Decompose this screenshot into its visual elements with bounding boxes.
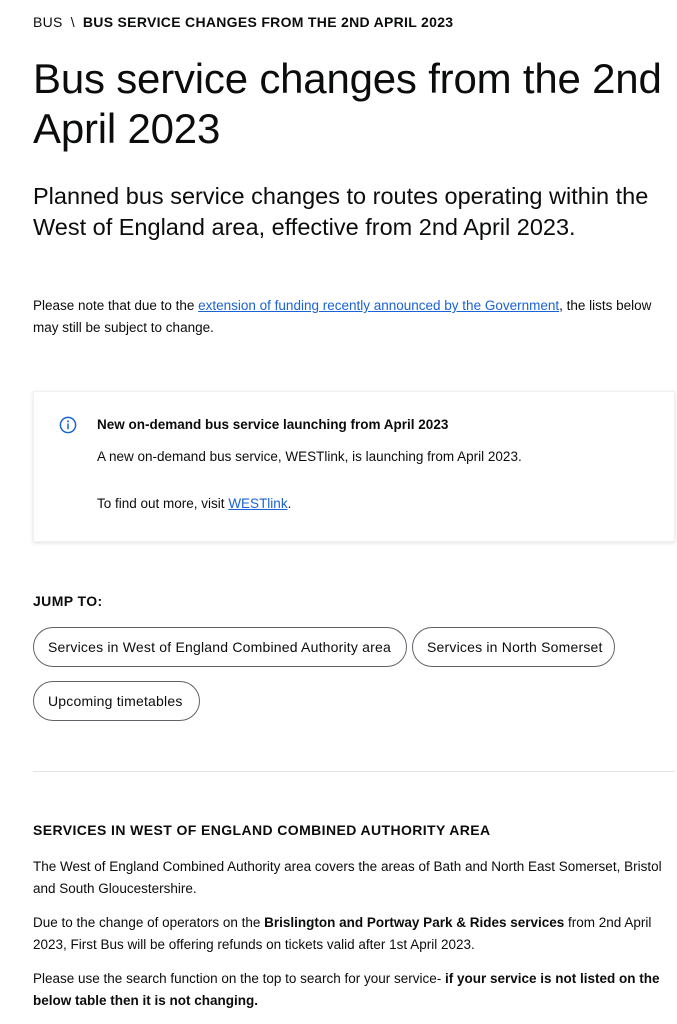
park-and-ride-refund-paragraph	[33, 912, 669, 956]
p3-before: Please use the search function on the top to search for your service-	[33, 971, 445, 986]
p3-bold: if your service is not listed on the below table then it is not changing.	[33, 971, 660, 1008]
section-divider	[33, 771, 675, 772]
westlink-callout	[33, 391, 675, 542]
jump-to-heading: JUMP TO:	[33, 593, 103, 609]
p2-after: from 2nd April 2023, First Bus will be offering refunds on tickets valid after 1st April 2023.	[33, 915, 652, 952]
p2-bold: Brislington and Portway Park & Rides services	[264, 915, 565, 930]
jump-north-somerset-button[interactable]: Services in North Somerset	[412, 627, 615, 667]
jump-weca-services-button[interactable]: Services in West of England Combined Authority area	[33, 627, 407, 667]
breadcrumb-separator: \	[70, 14, 75, 30]
westlink-link[interactable]: WESTlink	[228, 496, 288, 511]
funding-extension-link[interactable]: extension of funding recently announced by the Government	[198, 298, 560, 313]
funding-note-before: Please note that due to the	[33, 298, 199, 313]
jump-upcoming-timetables-button[interactable]: Upcoming timetables	[33, 681, 200, 721]
weca-section-heading: SERVICES IN WEST OF ENGLAND COMBINED AUTHORITY AREA	[33, 822, 491, 838]
callout-line1: A new on-demand bus service, WESTlink, is launching from April 2023.	[97, 449, 522, 464]
funding-note-after: , the lists below may still be subject to change.	[33, 298, 652, 335]
search-instruction-paragraph	[33, 968, 669, 1012]
funding-note	[33, 295, 673, 339]
weca-coverage-paragraph: The West of England Combined Authority area covers the areas of Bath and North East Somerset, Bristol and South Gloucestershire.	[33, 859, 662, 896]
info-icon	[59, 416, 77, 434]
callout-line2	[97, 496, 291, 511]
callout-line2-after: .	[287, 496, 292, 511]
page-title: Bus service changes from the 2nd April 2023	[33, 55, 662, 152]
breadcrumb-current: BUS SERVICE CHANGES FROM THE 2ND APRIL 2023	[82, 14, 454, 30]
p2-before: Due to the change of operators on the	[33, 915, 265, 930]
callout-line2-before: To find out more, visit	[97, 496, 229, 511]
breadcrumb	[33, 14, 453, 30]
callout-title: New on-demand bus service launching from April 2023	[97, 417, 449, 432]
breadcrumb-bus-link[interactable]: BUS	[33, 14, 63, 30]
page-lede: Planned bus service changes to routes operating within the West of England area, effective from 2nd April 2023.	[33, 183, 649, 240]
